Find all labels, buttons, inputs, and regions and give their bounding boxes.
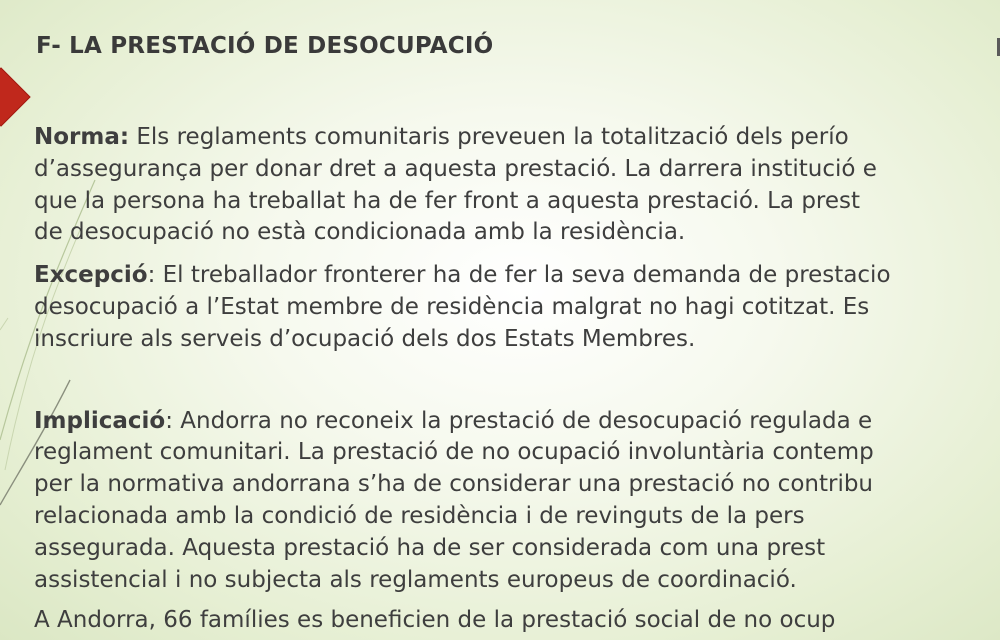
text-line — [34, 122, 1000, 154]
text-line: assistencial i no subjecta als reglaments europeus de coordinació. — [34, 566, 797, 593]
slide-content — [34, 122, 1000, 637]
term-label: Implicació — [34, 407, 166, 434]
text-line: assegurada. Aquesta prestació ha de ser considerada com una prest — [34, 534, 826, 561]
text-line: A Andorra, 66 famílies es beneficien de la prestació social de no ocup — [34, 607, 836, 634]
text-line: desocupació a l’Estat membre de residència malgrat no hagi cotitzat. Es — [34, 293, 870, 320]
term-label: Norma: — [34, 124, 130, 150]
line-text: Els reglaments comunitaris preveuen la totalització dels perío — [129, 124, 849, 150]
term-label: Excepció — [34, 262, 148, 289]
text-line: reglament comunitari. La prestació de no ocupació involuntària contemp — [34, 439, 874, 466]
text-line: d’assegurança per donar dret a aquesta prestació. La darrera institució e — [34, 155, 877, 182]
text-line — [34, 406, 1000, 438]
text-line: que la persona ha treballat ha de fer front a aquesta prestació. La prest — [34, 187, 861, 214]
paragraph-implicacio — [34, 406, 1000, 597]
text-line: relacionada amb la condició de residència i de revinguts de la pers — [34, 502, 805, 529]
line-text: : El treballador fronterer ha de fer la seva demanda de prestacio — [147, 262, 891, 289]
paragraph-norma — [34, 122, 1000, 249]
text-line: inscriure als serveis d’ocupació dels dos Estats Membres. — [34, 325, 696, 352]
slide-title: F- LA PRESTACIÓ DE DESOCUPACIÓ — [36, 33, 494, 59]
paragraph-andorra — [34, 605, 1000, 637]
text-line: per la normativa andorrana s’ha de considerar una prestació no contribu — [34, 471, 874, 498]
text-line — [34, 260, 1000, 292]
text-line: de desocupació no està condicionada amb la residència. — [34, 219, 686, 246]
red-arrow-marker — [0, 67, 31, 126]
line-text: : Andorra no reconeix la prestació de desocupació regulada e — [165, 407, 873, 434]
paragraph-excepcio — [34, 260, 1000, 355]
